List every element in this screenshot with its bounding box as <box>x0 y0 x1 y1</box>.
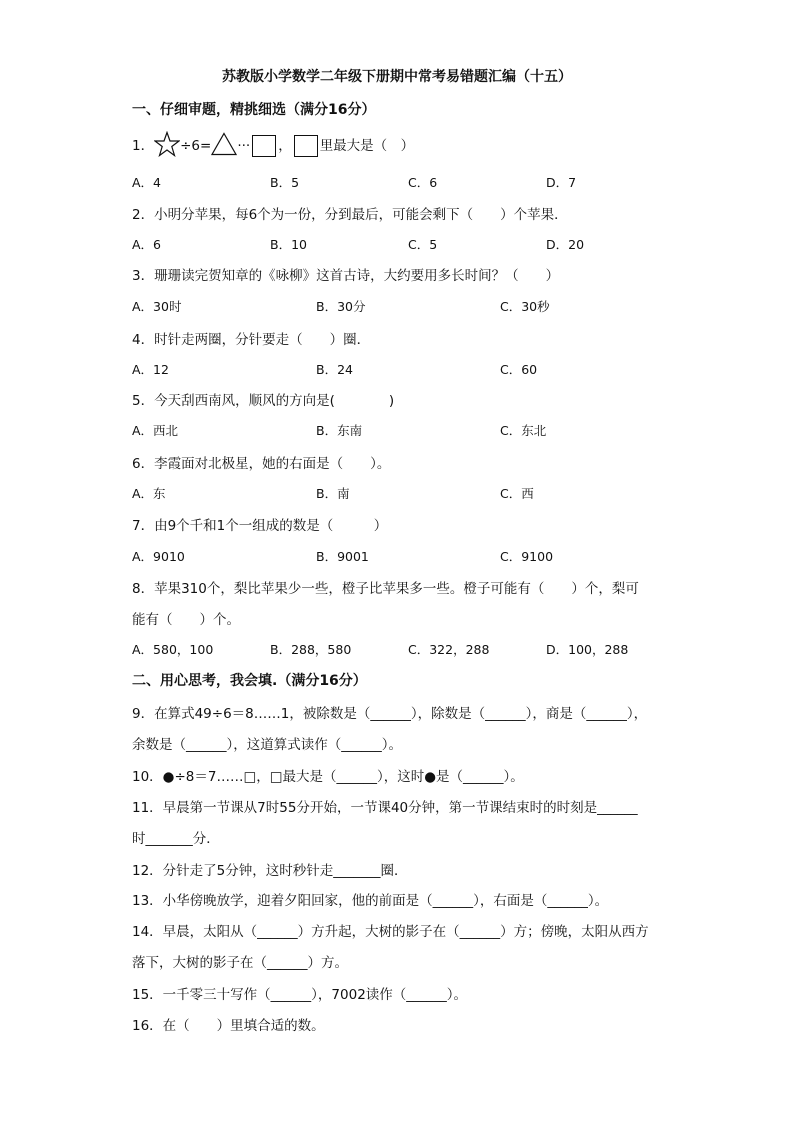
question-11-line-1: 11．早晨第一节课从7时55分开始，一节课40分钟，第一节课结束时的时刻是______ <box>132 800 638 816</box>
question-15: 15．一千零三十写作（______），7002读作（______）。 <box>132 987 468 1003</box>
question-13: 13．小华傍晚放学，迎着夕阳回家，他的前面是（______），右面是（______）。 <box>132 893 609 909</box>
page-title: 苏教版小学数学二年级下册期中常考易错题汇编（十五） <box>222 69 572 85</box>
option-c: C．60 <box>500 362 538 377</box>
option-a: A．12 <box>132 362 169 377</box>
option-b: B．9001 <box>316 549 369 564</box>
option-c: C．东北 <box>500 423 547 438</box>
option-b: B．南 <box>316 486 350 501</box>
division-text: ÷6= <box>180 138 212 154</box>
option-a: A．9010 <box>132 549 185 564</box>
option-a: A．30时 <box>132 299 182 314</box>
option-d: D．7 <box>546 175 577 190</box>
question-2: 2．小明分苹果，每6个为一份，分到最后，可能会剩下（ ）个苹果． <box>132 207 568 223</box>
square-box-icon <box>252 135 276 157</box>
option-b: B．24 <box>316 362 353 377</box>
question-number: 1． <box>132 138 155 154</box>
question-9-line-1: 9．在算式49÷6＝8……1，被除数是（______），除数是（______），商是（______）， <box>132 706 648 722</box>
question-6: 6．李霞面对北极星，她的右面是（ ）。 <box>132 456 391 472</box>
triangle-icon <box>211 132 237 160</box>
question-8-line-2: 能有（ ）个。 <box>132 612 240 628</box>
option-a: A．东 <box>132 486 166 501</box>
option-c: C．西 <box>500 486 534 501</box>
question-5: 5．今天刮西南风，顺风的方向是( ) <box>132 393 395 409</box>
question-12: 12．分针走了5分钟，这时秒针走_______圈． <box>132 863 408 879</box>
option-c: C．322，288 <box>408 642 490 657</box>
question-7: 7．由9个千和1个一组成的数是（ ） <box>132 518 388 534</box>
square-box-icon <box>294 135 318 157</box>
question-tail: 里最大是（ ） <box>319 138 415 154</box>
option-b: B．30分 <box>316 299 366 314</box>
question-3: 3．珊珊读完贺知章的《咏柳》这首古诗，大约要用多长时间？（ ） <box>132 268 560 284</box>
option-c: C．6 <box>408 175 438 190</box>
question-11-line-2: 时_______分． <box>132 831 220 847</box>
section-1-heading: 一、仔细审题，精挑细选（满分16分） <box>132 102 376 118</box>
option-a: A．4 <box>132 175 162 190</box>
question-9-line-2: 余数是（______），这道算式读作（______）。 <box>132 737 402 753</box>
star-icon <box>154 131 180 161</box>
option-b: B．288，580 <box>270 642 352 657</box>
question-14-line-2: 落下，大树的影子在（______）方。 <box>132 955 348 971</box>
option-a: A．580，100 <box>132 642 214 657</box>
option-d: D．20 <box>546 237 585 252</box>
question-16: 16．在（ ）里填合适的数。 <box>132 1018 325 1034</box>
question-10: 10．●÷8＝7……□，□最大是（______），这时●是（______）。 <box>132 769 524 785</box>
option-c: C．30秒 <box>500 299 550 314</box>
question-4: 4．时针走两圈，分针要走（ ）圈． <box>132 332 371 348</box>
option-b: B．10 <box>270 237 307 252</box>
option-c: C．5 <box>408 237 438 252</box>
remainder-dots: ··· <box>237 138 251 154</box>
comma: ， <box>278 138 292 154</box>
question-8-line-1: 8．苹果310个，梨比苹果少一些，橙子比苹果多一些。橙子可能有（ ）个，梨可 <box>132 581 639 597</box>
option-b: B．东南 <box>316 423 363 438</box>
option-a: A．西北 <box>132 423 179 438</box>
option-a: A．6 <box>132 237 162 252</box>
section-2-heading: 二、用心思考，我会填.（满分16分） <box>132 673 367 689</box>
option-b: B．5 <box>270 175 300 190</box>
question-14-line-1: 14．早晨，太阳从（______）方升起，大树的影子在（______）方；傍晚，太阳从西方 <box>132 924 649 940</box>
question-1 <box>132 131 414 161</box>
option-c: C．9100 <box>500 549 554 564</box>
option-d: D．100，288 <box>546 642 629 657</box>
